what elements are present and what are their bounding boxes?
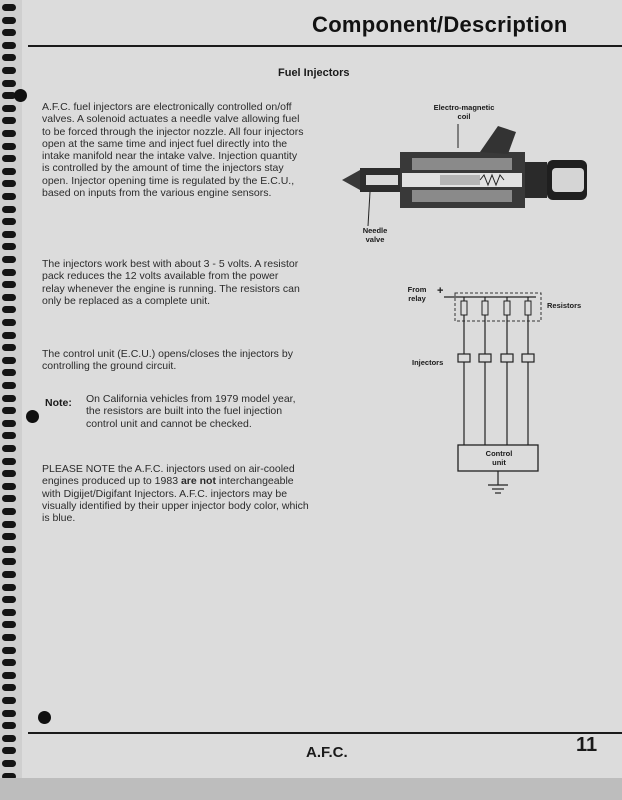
spiral-ring [2,533,16,540]
plus-sign: + [437,285,444,297]
spiral-ring [2,495,16,502]
page-edge-shadow [0,778,622,800]
spiral-ring [2,168,16,175]
from-label-line2: relay [408,294,426,303]
from-relay-label [402,285,432,303]
spiral-ring [2,445,16,452]
spiral-ring [2,596,16,603]
spiral-ring [2,571,16,578]
spiral-ring [2,735,16,742]
spiral-ring [2,29,16,36]
injector-symbol-3 [501,354,513,362]
coil-winding-top [412,158,512,170]
spiral-ring [2,710,16,717]
spiral-ring [2,584,16,591]
paragraph-resistor-pack: The injectors work best with about 3 - 5 volts. A resistor pack reduces the 12 volts available from the power relay whenever the engine is running. The resistors can only be replaced as a complete unit. [42,258,300,307]
note-label: Note: [45,397,72,409]
spiral-ring [2,470,16,477]
spiral-ring [2,621,16,628]
spiral-ring [2,155,16,162]
paragraph-injector-operation: A.F.C. fuel injectors are electronically controlled on/off valves. A solenoid actuates a needle valve allowing fuel to be forced through the injector nozzle. All four injectors open at the same time and inject fuel directly into the intake manifold near the intake valve. Injection quantity is controlled by the amount of time the injectors stay open. Injector opening time is regulated by the E.C.U., based on inputs from the various engine sensors. [42,101,304,200]
paragraph-please-note [42,463,310,524]
punch-hole-bottom [38,711,51,724]
spiral-ring [2,508,16,515]
section-title: Fuel Injectors [278,67,350,79]
spiral-ring [2,117,16,124]
spiral-ring [2,659,16,666]
injector-symbol-1 [458,354,470,362]
coil-label-line2: coil [457,112,471,121]
spiral-ring [2,193,16,200]
spiral-ring [2,180,16,187]
spiral-ring [2,407,16,414]
spiral-ring [2,747,16,754]
control-unit-box [458,445,538,471]
spiral-ring [2,382,16,389]
spiral-ring [2,294,16,301]
footer-rule [28,732,622,734]
injector-symbol-4 [522,354,534,362]
note-text: On California vehicles from 1979 model year, the resistors are built into the fuel injection control unit and cannot be checked. [86,393,296,430]
control-label-line2: unit [492,458,506,467]
spiral-ring [2,722,16,729]
spiral-ring [2,281,16,288]
spiral-ring [2,130,16,137]
punch-hole-middle [26,410,39,423]
fuel-inlet-fitting [525,162,547,198]
hose-bore [552,168,584,192]
spiral-ring [2,243,16,250]
spiral-ring [2,143,16,150]
needle-valve-shape [366,175,398,185]
spiral-ring [2,672,16,679]
page-number: 11 [576,734,598,756]
spiral-ring [2,684,16,691]
resistor-2 [482,301,488,315]
injector-symbol-2 [479,354,491,362]
spiral-ring [2,558,16,565]
needle-label-line2: valve [365,235,385,244]
spiral-ring [2,395,16,402]
needle-leader-line [368,192,370,226]
spiral-ring [2,4,16,11]
spiral-ring [2,483,16,490]
spiral-ring [2,306,16,313]
spiral-ring [2,432,16,439]
injector-nozzle-tip [342,170,360,190]
spiral-ring [2,67,16,74]
spiral-ring [2,332,16,339]
resistor-1 [461,301,467,315]
spiral-ring [2,609,16,616]
spiral-ring [2,760,16,767]
header-rule [28,45,622,47]
spiral-ring [2,206,16,213]
injectors-label: Injectors [412,358,444,367]
spiral-ring [2,80,16,87]
spiral-ring [2,420,16,427]
please-note-text-start: PLEASE NOTE the A.F.C. injectors used on air-cooled engines produced up to 1983 [42,463,295,488]
spiral-ring [2,458,16,465]
spiral-ring [2,369,16,376]
spiral-ring [2,105,16,112]
coil-winding-bottom [412,190,512,202]
spring-armature [440,175,480,185]
control-label-line1: Control [485,449,513,458]
spiral-ring [2,357,16,364]
spiral-ring [2,344,16,351]
spiral-ring [2,521,16,528]
spiral-ring [2,256,16,263]
page-header-title: Component/Description [312,12,568,37]
circuit-branches [458,297,534,445]
spiral-ring [2,17,16,24]
spiral-ring [2,634,16,641]
spiral-ring [2,647,16,654]
needle-label-line1: Needle [362,226,388,235]
from-label-line1: From [407,285,427,294]
please-note-emphasis: are not [180,475,216,488]
paragraph-control-unit: The control unit (E.C.U.) opens/closes the injectors by controlling the ground circuit. [42,348,293,373]
spiral-ring [2,546,16,553]
punch-hole-top [14,89,27,102]
footer-model-label: A.F.C. [306,744,348,761]
spiral-ring [2,269,16,276]
spiral-ring [2,231,16,238]
coil-label-line1: Electro-magnetic [433,103,495,112]
spiral-ring [2,54,16,61]
spiral-ring [2,42,16,49]
please-note-text-end: interchangeable with Digijet/Digifant Injectors. A.F.C. injectors may be visually identified by their upper injector body color, which is blue. [42,475,309,525]
injector-circuit-diagram [440,285,550,500]
spiral-ring [2,218,16,225]
spiral-ring [2,319,16,326]
resistors-label: Resistors [547,301,582,310]
spiral-ring [2,697,16,704]
electrical-connector [480,126,516,154]
spiral-binding [0,0,22,800]
injector-cross-section-diagram [330,118,590,236]
resistor-4 [525,301,531,315]
resistor-3 [504,301,510,315]
